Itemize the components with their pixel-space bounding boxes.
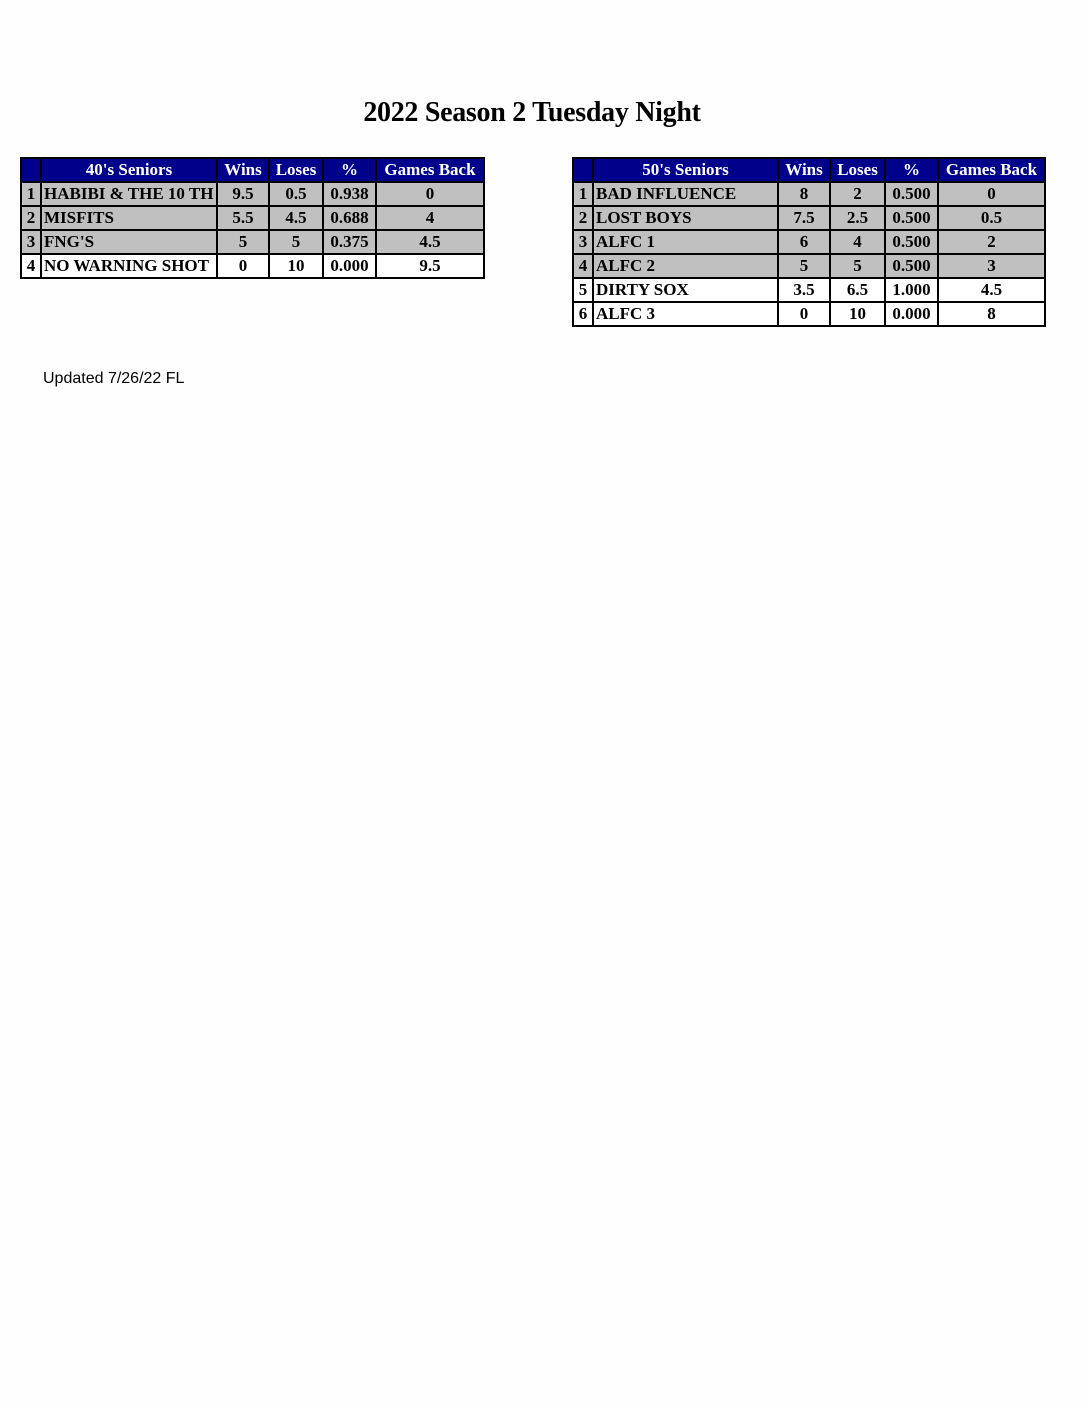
pct-cell: 0.688 <box>323 206 376 230</box>
team-cell: BAD INFLUENCE <box>593 182 778 206</box>
table-row <box>573 206 1045 230</box>
games-back-cell: 0 <box>376 182 484 206</box>
team-cell: MISFITS <box>41 206 217 230</box>
team-cell: HABIBI & THE 10 TH <box>41 182 217 206</box>
team-cell: NO WARNING SHOT <box>41 254 217 278</box>
wins-cell: 5.5 <box>217 206 269 230</box>
loses-cell: 6.5 <box>830 278 885 302</box>
table-row <box>573 254 1045 278</box>
loses-cell: 4 <box>830 230 885 254</box>
rank-cell: 3 <box>573 230 593 254</box>
pct-cell: 0.500 <box>885 182 938 206</box>
standings-table-50s <box>572 157 1046 327</box>
team-cell: ALFC 1 <box>593 230 778 254</box>
loses-cell: 0.5 <box>269 182 323 206</box>
loses-cell: 2.5 <box>830 206 885 230</box>
team-cell: FNG'S <box>41 230 217 254</box>
table-row <box>21 230 484 254</box>
pct-header: % <box>885 158 938 182</box>
games-back-cell: 0 <box>938 182 1045 206</box>
rank-cell: 1 <box>573 182 593 206</box>
standings-table-40s <box>20 157 485 279</box>
pct-cell: 0.500 <box>885 254 938 278</box>
pct-header: % <box>323 158 376 182</box>
games-back-cell: 0.5 <box>938 206 1045 230</box>
loses-header: Loses <box>269 158 323 182</box>
games-back-cell: 4.5 <box>938 278 1045 302</box>
updated-note: Updated 7/26/22 FL <box>43 370 185 387</box>
rank-cell: 2 <box>573 206 593 230</box>
games-back-cell: 8 <box>938 302 1045 326</box>
games-back-header: Games Back <box>376 158 484 182</box>
pct-cell: 0.938 <box>323 182 376 206</box>
table-row <box>573 230 1045 254</box>
team-cell: DIRTY SOX <box>593 278 778 302</box>
wins-header: Wins <box>778 158 830 182</box>
rank-header <box>573 158 593 182</box>
wins-cell: 0 <box>778 302 830 326</box>
loses-cell: 4.5 <box>269 206 323 230</box>
table-row <box>573 278 1045 302</box>
loses-cell: 10 <box>830 302 885 326</box>
games-back-cell: 4.5 <box>376 230 484 254</box>
wins-cell: 7.5 <box>778 206 830 230</box>
table-header-row <box>573 158 1045 182</box>
rank-cell: 4 <box>21 254 41 278</box>
rank-cell: 3 <box>21 230 41 254</box>
pct-cell: 0.500 <box>885 206 938 230</box>
games-back-cell: 2 <box>938 230 1045 254</box>
rank-cell: 1 <box>21 182 41 206</box>
loses-cell: 2 <box>830 182 885 206</box>
wins-cell: 5 <box>778 254 830 278</box>
loses-cell: 5 <box>830 254 885 278</box>
loses-cell: 10 <box>269 254 323 278</box>
team-cell: ALFC 2 <box>593 254 778 278</box>
pct-cell: 0.500 <box>885 230 938 254</box>
table-header-row <box>21 158 484 182</box>
division-name-header: 40's Seniors <box>41 158 217 182</box>
rank-cell: 2 <box>21 206 41 230</box>
pct-cell: 0.000 <box>323 254 376 278</box>
pct-cell: 0.000 <box>885 302 938 326</box>
wins-cell: 0 <box>217 254 269 278</box>
rank-cell: 5 <box>573 278 593 302</box>
rank-cell: 6 <box>573 302 593 326</box>
wins-cell: 3.5 <box>778 278 830 302</box>
wins-cell: 6 <box>778 230 830 254</box>
loses-header: Loses <box>830 158 885 182</box>
wins-header: Wins <box>217 158 269 182</box>
wins-cell: 9.5 <box>217 182 269 206</box>
page-title: 2022 Season 2 Tuesday Night <box>363 97 701 128</box>
pct-cell: 0.375 <box>323 230 376 254</box>
pct-cell: 1.000 <box>885 278 938 302</box>
wins-cell: 5 <box>217 230 269 254</box>
division-name-header: 50's Seniors <box>593 158 778 182</box>
rank-header <box>21 158 41 182</box>
loses-cell: 5 <box>269 230 323 254</box>
games-back-cell: 9.5 <box>376 254 484 278</box>
table-row <box>573 302 1045 326</box>
table-row <box>21 254 484 278</box>
table-row <box>21 182 484 206</box>
team-cell: ALFC 3 <box>593 302 778 326</box>
games-back-cell: 3 <box>938 254 1045 278</box>
team-cell: LOST BOYS <box>593 206 778 230</box>
games-back-header: Games Back <box>938 158 1045 182</box>
table-row <box>21 206 484 230</box>
rank-cell: 4 <box>573 254 593 278</box>
wins-cell: 8 <box>778 182 830 206</box>
table-row <box>573 182 1045 206</box>
games-back-cell: 4 <box>376 206 484 230</box>
